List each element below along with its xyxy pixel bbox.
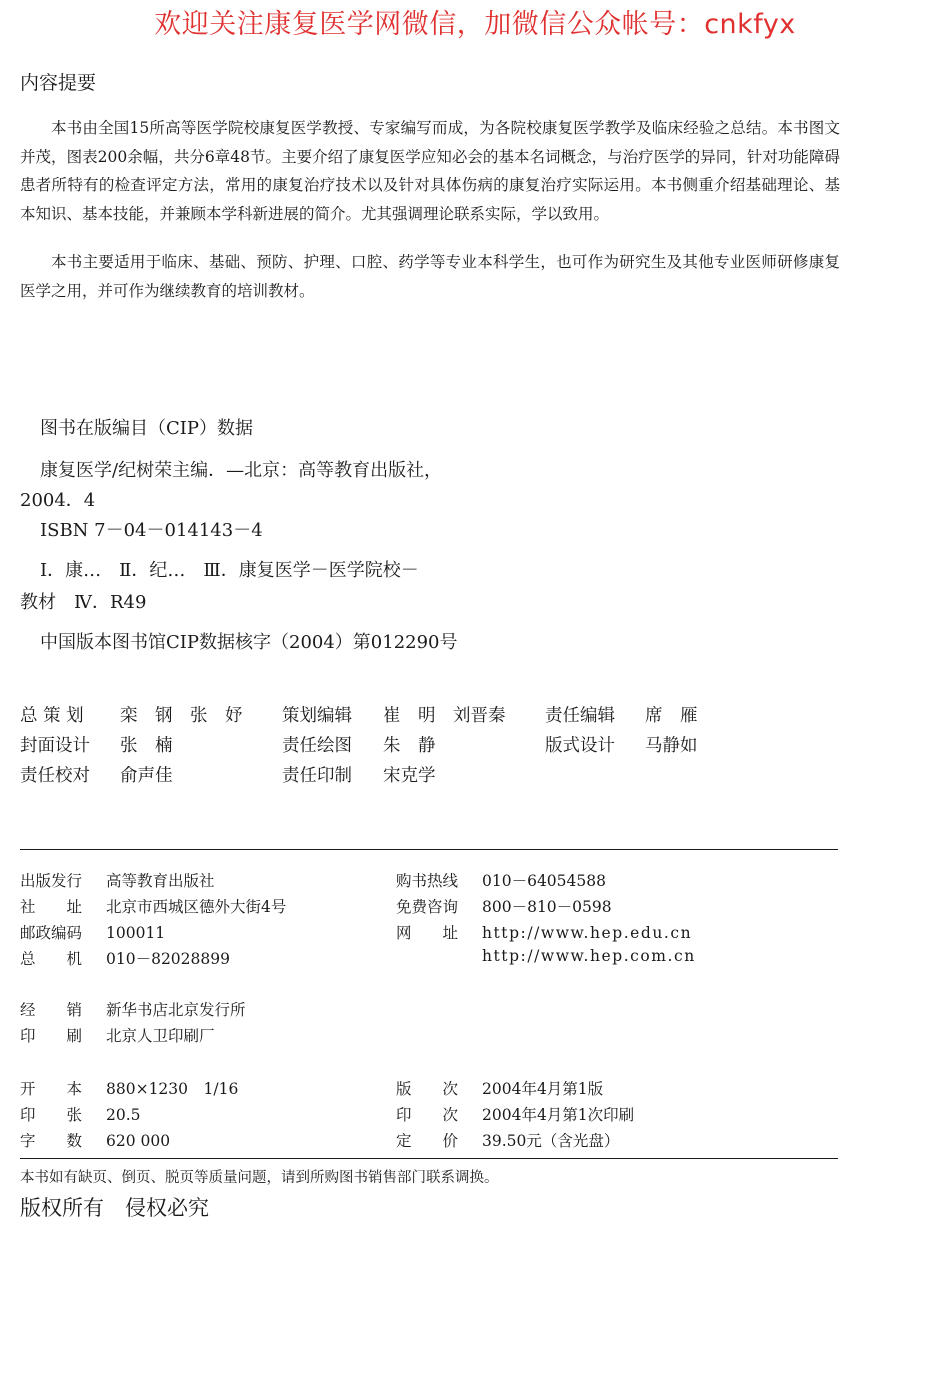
- info-row: [20, 1077, 238, 1099]
- cip-line-1: 康复医学/纪树荣主编．—北京：高等教育出版社，: [40, 460, 443, 481]
- website-link[interactable]: http://www.hep.com.cn: [482, 947, 696, 965]
- summary-heading: 内容提要: [20, 72, 97, 94]
- info-value: 100011: [106, 924, 166, 942]
- quality-notice: 本书如有缺页、倒页、脱页等质量问题，请到所购图书销售部门联系调换。: [20, 1170, 499, 1186]
- info-value: 北京市西城区德外大街4号: [106, 898, 287, 916]
- info-label: 印 张: [20, 1106, 83, 1124]
- info-value: 39.50元（含光盘）: [482, 1132, 620, 1150]
- info-label: 定 价: [396, 1132, 459, 1150]
- cip-line-5: 教材 Ⅳ．R49: [20, 592, 147, 613]
- credit-value: 俞声佳: [120, 766, 173, 786]
- info-label: 购书热线: [396, 872, 459, 890]
- info-row: [396, 947, 696, 965]
- info-value: 北京人卫印刷厂: [106, 1027, 215, 1045]
- info-row: [396, 1129, 619, 1151]
- copyright-notice: 版权所有 侵权必究: [20, 1196, 209, 1220]
- credit-value: 马静如: [645, 736, 698, 756]
- info-value: 新华书店北京发行所: [106, 1001, 246, 1019]
- credit-label: 策划编辑: [282, 706, 352, 726]
- info-value: 010－64054588: [482, 872, 606, 890]
- website-link[interactable]: http://www.hep.edu.cn: [482, 924, 693, 942]
- info-value: 010－82028899: [106, 950, 230, 968]
- info-label: 邮政编码: [20, 924, 83, 942]
- info-label: 出版发行: [20, 872, 83, 890]
- info-row: [396, 895, 612, 917]
- info-row: [396, 921, 692, 943]
- cip-line-6: 中国版本图书馆CIP数据核字（2004）第012290号: [40, 632, 458, 653]
- info-row: [20, 921, 165, 943]
- info-label: 印 刷: [20, 1027, 83, 1045]
- info-label: 版 次: [396, 1080, 459, 1098]
- info-value: 高等教育出版社: [106, 872, 215, 890]
- info-row: [20, 869, 215, 891]
- info-value: 2004年4月第1版: [482, 1080, 604, 1098]
- info-value: 880×1230 1/16: [106, 1080, 239, 1098]
- info-row: [20, 1103, 141, 1125]
- bottom-divider: [20, 1158, 838, 1159]
- info-row: [396, 869, 606, 891]
- credit-label: 责任校对: [20, 766, 90, 786]
- credit-label: 总 策 划: [20, 706, 84, 726]
- wechat-banner: 欢迎关注康复医学网微信，加微信公众帐号：cnkfyx: [154, 9, 796, 40]
- top-divider: [20, 849, 838, 850]
- credit-label: 责任印制: [282, 766, 352, 786]
- info-row: [20, 998, 246, 1020]
- credit-value: 朱 静: [383, 736, 436, 756]
- credit-value: 栾 钢 张 妤: [120, 706, 243, 726]
- credit-label: 封面设计: [20, 736, 90, 756]
- cip-line-4: Ⅰ．康… Ⅱ．纪… Ⅲ．康复医学－医学院校－: [40, 560, 419, 581]
- info-value: 20.5: [106, 1106, 141, 1124]
- info-label: 免费咨询: [396, 898, 459, 916]
- info-row: [20, 1129, 170, 1151]
- credit-value: 宋克学: [383, 766, 436, 786]
- info-label: 社 址: [20, 898, 83, 916]
- summary-paragraph-1: 本书由全国15所高等医学院校康复医学教授、专家编写而成，为各院校康复医学教学及临床经验之总结。本书图文并茂，图表200余幅，共分6章48节。主要介绍了康复医学应知必会的基本名词概念，与治疗医学的异同，针对功能障碍患者所特有的检查评定方法，常用的康复治疗技术以及针对具体伤病的康复治疗实际运用。本书侧重介绍基础理论、基本知识、基本技能，并兼顾本学科新进展的简介。尤其强调理论联系实际，学以致用。: [20, 119, 840, 223]
- credit-value: 张 楠: [120, 736, 173, 756]
- info-row: [20, 895, 286, 917]
- cip-line-2: 2004．4: [20, 490, 96, 511]
- info-row: [396, 1077, 603, 1099]
- credit-value: 崔 明 刘晋秦: [383, 706, 506, 726]
- info-row: [396, 1103, 634, 1125]
- info-row: [20, 947, 230, 969]
- info-row: [20, 1024, 215, 1046]
- cip-line-3: ISBN 7－04－014143－4: [40, 520, 263, 541]
- info-label: 经 销: [20, 1001, 83, 1019]
- credit-label: 责任绘图: [282, 736, 352, 756]
- info-label: 开 本: [20, 1080, 83, 1098]
- info-value: 800－810－0598: [482, 898, 612, 916]
- credit-label: 版式设计: [545, 736, 615, 756]
- info-label: 印 次: [396, 1106, 459, 1124]
- info-label: 总 机: [20, 950, 83, 968]
- credit-value: 席 雁: [645, 706, 698, 726]
- info-label: 字 数: [20, 1132, 83, 1150]
- info-label: 网 址: [396, 924, 459, 942]
- info-value: 2004年4月第1次印刷: [482, 1106, 635, 1124]
- info-value: 620 000: [106, 1132, 171, 1150]
- credit-label: 责任编辑: [545, 706, 615, 726]
- cip-title: 图书在版编目（CIP）数据: [40, 418, 253, 439]
- summary-paragraph-2: 本书主要适用于临床、基础、预防、护理、口腔、药学等专业本科学生，也可作为研究生及其他专业医师研修康复医学之用，并可作为继续教育的培训教材。: [20, 253, 840, 300]
